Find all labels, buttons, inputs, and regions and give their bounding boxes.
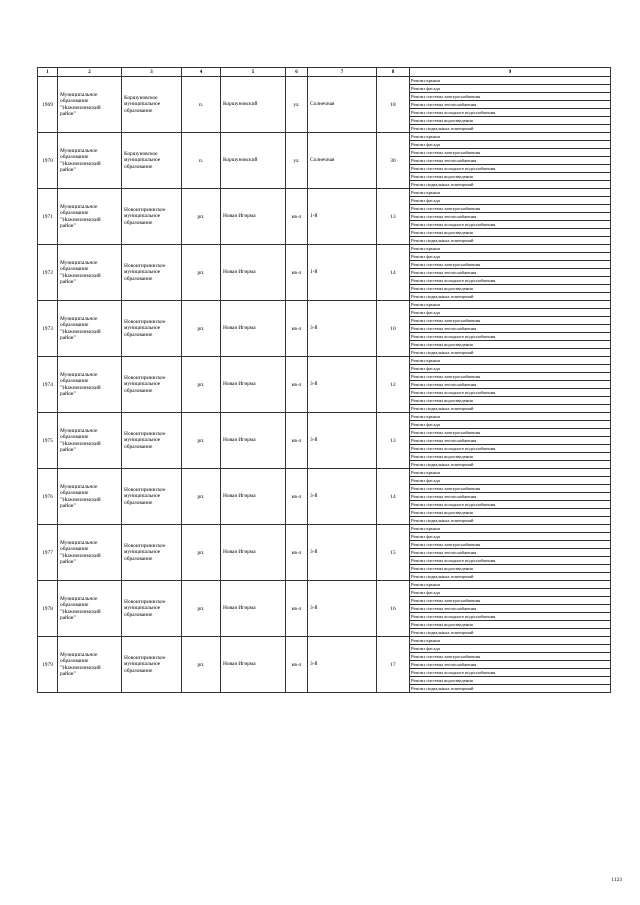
- house-number-cell: 17: [377, 637, 410, 693]
- street-type-cell: кв-л: [286, 581, 308, 637]
- locality-type-cell: рп.: [182, 245, 221, 301]
- cell-line: муниципальное: [124, 437, 161, 444]
- work-type-cell: Ремонт подвальных помещений: [410, 349, 611, 357]
- work-type-cell: Ремонт фасада: [410, 365, 611, 373]
- work-type-cell: Ремонт системы теплоснабжения: [410, 325, 611, 333]
- cell-line: муниципальное: [124, 549, 161, 556]
- cell-line: Новоигирминское: [124, 598, 166, 605]
- cell-line: образование: [124, 387, 153, 394]
- house-number-cell: 18: [377, 77, 410, 133]
- work-type-cell: Ремонт системы теплоснабжения: [410, 269, 611, 277]
- locality-cell: Новая Игирма: [221, 469, 286, 525]
- column-header: 5: [221, 68, 286, 77]
- work-type-cell: Ремонт подвальных помещений: [410, 293, 611, 301]
- locality-cell: Новая Игирма: [221, 245, 286, 301]
- work-type-cell: Ремонт системы электроснабжения: [410, 93, 611, 101]
- column-header: 3: [122, 68, 182, 77]
- row-number: 1975: [38, 413, 58, 469]
- work-type-cell: Ремонт системы электроснабжения: [410, 541, 611, 549]
- work-type-cell: Ремонт фасада: [410, 589, 611, 597]
- cell-line: муниципальное: [124, 157, 161, 164]
- work-type-cell: Ремонт системы холодного водоснабжения: [410, 165, 611, 173]
- settlement-type-cell: [122, 525, 182, 581]
- cell-line: Новоигирминское: [124, 486, 166, 493]
- cell-line: муниципальное: [124, 605, 161, 612]
- street-cell: Солнечная: [308, 133, 377, 189]
- locality-cell: Новая Игирма: [221, 525, 286, 581]
- work-type-cell: Ремонт крыши: [410, 301, 611, 309]
- work-type-cell: Ремонт системы холодного водоснабжения: [410, 445, 611, 453]
- work-type-cell: Ремонт фасада: [410, 85, 611, 93]
- cell-line: муниципальное: [124, 269, 161, 276]
- settlement-type-cell: [122, 245, 182, 301]
- work-type-cell: Ремонт фасада: [410, 477, 611, 485]
- table-body: [38, 77, 611, 693]
- work-type-cell: Ремонт фасада: [410, 533, 611, 541]
- cell-line: "Нижнеилимский: [60, 608, 101, 615]
- column-header: 7: [308, 68, 377, 77]
- street-cell: 3-й: [308, 413, 377, 469]
- work-type-cell: Ремонт фасада: [410, 645, 611, 653]
- locality-type-cell: рп.: [182, 469, 221, 525]
- cell-line: Муниципальное: [60, 539, 98, 546]
- cell-line: Коршуновское: [124, 94, 158, 101]
- work-type-cell: Ремонт системы холодного водоснабжения: [410, 557, 611, 565]
- table-row: [38, 133, 611, 141]
- work-type-cell: Ремонт фасада: [410, 141, 611, 149]
- work-type-cell: Ремонт системы водоотведения: [410, 453, 611, 461]
- cell-line: образование: [124, 163, 153, 170]
- work-type-cell: Ремонт крыши: [410, 469, 611, 477]
- work-type-cell: Ремонт системы холодного водоснабжения: [410, 669, 611, 677]
- work-type-cell: Ремонт системы водоотведения: [410, 509, 611, 517]
- cell-line: образование: [60, 602, 89, 609]
- cell-line: Новоигирминское: [124, 374, 166, 381]
- cell-line: район": [60, 110, 76, 117]
- column-header: 2: [58, 68, 122, 77]
- cell-line: район": [60, 278, 76, 285]
- row-number: 1969: [38, 77, 58, 133]
- work-type-cell: Ремонт подвальных помещений: [410, 125, 611, 133]
- cell-line: район": [60, 502, 76, 509]
- cell-line: район": [60, 614, 76, 621]
- locality-type-cell: рп.: [182, 301, 221, 357]
- column-header: 9: [410, 68, 611, 77]
- locality-type-cell: рп.: [182, 189, 221, 245]
- cell-line: образование: [60, 98, 89, 105]
- locality-cell: Новая Игирма: [221, 189, 286, 245]
- table-row: [38, 469, 611, 477]
- row-number: 1971: [38, 189, 58, 245]
- work-type-cell: Ремонт системы теплоснабжения: [410, 381, 611, 389]
- work-type-cell: Ремонт системы холодного водоснабжения: [410, 613, 611, 621]
- cell-line: Новоигирминское: [124, 542, 166, 549]
- locality-cell: Новая Игирма: [221, 637, 286, 693]
- work-type-cell: Ремонт системы водоотведения: [410, 173, 611, 181]
- house-number-cell: 12: [377, 357, 410, 413]
- house-number-cell: 15: [377, 525, 410, 581]
- house-number-cell: 16: [377, 581, 410, 637]
- street-cell: 3-й: [308, 581, 377, 637]
- table-row: [38, 357, 611, 365]
- locality-type-cell: п.: [182, 77, 221, 133]
- locality-type-cell: рп.: [182, 581, 221, 637]
- cell-line: образование: [60, 210, 89, 217]
- work-type-cell: Ремонт крыши: [410, 581, 611, 589]
- row-number: 1978: [38, 581, 58, 637]
- locality-cell: Новая Игирма: [221, 357, 286, 413]
- work-type-cell: Ремонт подвальных помещений: [410, 629, 611, 637]
- work-type-cell: Ремонт фасада: [410, 253, 611, 261]
- municipality-cell: [58, 581, 122, 637]
- cell-line: образование: [60, 546, 89, 553]
- street-type-cell: кв-л: [286, 413, 308, 469]
- cell-line: Новоигирминское: [124, 654, 166, 661]
- cell-line: образование: [60, 322, 89, 329]
- locality-cell: Коршуновский: [221, 133, 286, 189]
- work-type-cell: Ремонт подвальных помещений: [410, 237, 611, 245]
- cell-line: район": [60, 558, 76, 565]
- work-type-cell: Ремонт системы электроснабжения: [410, 653, 611, 661]
- cell-line: Муниципальное: [60, 315, 98, 322]
- work-type-cell: Ремонт системы теплоснабжения: [410, 605, 611, 613]
- street-cell: Солнечная: [308, 77, 377, 133]
- work-type-cell: Ремонт системы водоотведения: [410, 117, 611, 125]
- column-header: 6: [286, 68, 308, 77]
- work-type-cell: Ремонт крыши: [410, 133, 611, 141]
- work-type-cell: Ремонт системы холодного водоснабжения: [410, 389, 611, 397]
- work-type-cell: Ремонт подвальных помещений: [410, 181, 611, 189]
- work-type-cell: Ремонт системы электроснабжения: [410, 485, 611, 493]
- cell-line: муниципальное: [124, 325, 161, 332]
- row-number: 1970: [38, 133, 58, 189]
- locality-type-cell: п.: [182, 133, 221, 189]
- cell-line: "Нижнеилимский: [60, 272, 101, 279]
- locality-type-cell: рп.: [182, 637, 221, 693]
- work-type-cell: Ремонт системы водоотведения: [410, 621, 611, 629]
- repair-schedule-table: [37, 67, 611, 693]
- cell-line: образование: [60, 154, 89, 161]
- table-row: [38, 581, 611, 589]
- work-type-cell: Ремонт системы водоотведения: [410, 341, 611, 349]
- cell-line: муниципальное: [124, 381, 161, 388]
- cell-line: муниципальное: [124, 661, 161, 668]
- cell-line: район": [60, 390, 76, 397]
- cell-line: "Нижнеилимский: [60, 104, 101, 111]
- work-type-cell: Ремонт системы теплоснабжения: [410, 157, 611, 165]
- street-type-cell: кв-л: [286, 245, 308, 301]
- work-type-cell: Ремонт крыши: [410, 525, 611, 533]
- cell-line: Новоигирминское: [124, 262, 166, 269]
- row-number: 1977: [38, 525, 58, 581]
- table-row: [38, 413, 611, 421]
- work-type-cell: Ремонт системы теплоснабжения: [410, 213, 611, 221]
- work-type-cell: Ремонт подвальных помещений: [410, 405, 611, 413]
- house-number-cell: 14: [377, 245, 410, 301]
- work-type-cell: Ремонт системы электроснабжения: [410, 317, 611, 325]
- street-type-cell: кв-л: [286, 189, 308, 245]
- work-type-cell: Ремонт системы электроснабжения: [410, 597, 611, 605]
- municipality-cell: [58, 525, 122, 581]
- work-type-cell: Ремонт системы холодного водоснабжения: [410, 333, 611, 341]
- cell-line: "Нижнеилимский: [60, 160, 101, 167]
- work-type-cell: Ремонт системы водоотведения: [410, 565, 611, 573]
- column-header: 1: [38, 68, 58, 77]
- street-type-cell: кв-л: [286, 637, 308, 693]
- cell-line: образование: [124, 107, 153, 114]
- street-cell: 1-й: [308, 189, 377, 245]
- work-type-cell: Ремонт фасада: [410, 421, 611, 429]
- cell-line: образование: [124, 555, 153, 562]
- locality-type-cell: рп.: [182, 357, 221, 413]
- street-cell: 3-й: [308, 525, 377, 581]
- cell-line: "Нижнеилимский: [60, 664, 101, 671]
- work-type-cell: Ремонт подвальных помещений: [410, 461, 611, 469]
- settlement-type-cell: [122, 357, 182, 413]
- house-number-cell: 10: [377, 301, 410, 357]
- cell-line: "Нижнеилимский: [60, 496, 101, 503]
- municipality-cell: [58, 413, 122, 469]
- row-number: 1976: [38, 469, 58, 525]
- work-type-cell: Ремонт фасада: [410, 309, 611, 317]
- cell-line: район": [60, 446, 76, 453]
- work-type-cell: Ремонт системы электроснабжения: [410, 205, 611, 213]
- street-type-cell: кв-л: [286, 469, 308, 525]
- page-number: 1123: [611, 877, 622, 883]
- table-row: [38, 525, 611, 533]
- work-type-cell: Ремонт системы теплоснабжения: [410, 437, 611, 445]
- street-type-cell: ул.: [286, 77, 308, 133]
- cell-line: образование: [60, 658, 89, 665]
- cell-line: образование: [124, 443, 153, 450]
- work-type-cell: Ремонт системы теплоснабжения: [410, 493, 611, 501]
- work-type-cell: Ремонт системы электроснабжения: [410, 429, 611, 437]
- street-type-cell: кв-л: [286, 301, 308, 357]
- work-type-cell: Ремонт крыши: [410, 357, 611, 365]
- work-type-cell: Ремонт системы теплоснабжения: [410, 661, 611, 669]
- column-header: 8: [377, 68, 410, 77]
- header-row: [38, 68, 611, 77]
- cell-line: Новоигирминское: [124, 206, 166, 213]
- cell-line: "Нижнеилимский: [60, 384, 101, 391]
- cell-line: Муниципальное: [60, 651, 98, 658]
- locality-cell: Новая Игирма: [221, 301, 286, 357]
- row-number: 1972: [38, 245, 58, 301]
- cell-line: Муниципальное: [60, 483, 98, 490]
- cell-line: Муниципальное: [60, 371, 98, 378]
- settlement-type-cell: [122, 189, 182, 245]
- cell-line: муниципальное: [124, 213, 161, 220]
- column-header: 4: [182, 68, 221, 77]
- cell-line: Муниципальное: [60, 259, 98, 266]
- row-number: 1979: [38, 637, 58, 693]
- work-type-cell: Ремонт системы холодного водоснабжения: [410, 221, 611, 229]
- settlement-type-cell: [122, 413, 182, 469]
- work-type-cell: Ремонт системы водоотведения: [410, 677, 611, 685]
- work-type-cell: Ремонт системы электроснабжения: [410, 149, 611, 157]
- work-type-cell: Ремонт фасада: [410, 197, 611, 205]
- street-type-cell: кв-л: [286, 357, 308, 413]
- work-type-cell: Ремонт крыши: [410, 413, 611, 421]
- settlement-type-cell: [122, 469, 182, 525]
- locality-cell: Коршуновский: [221, 77, 286, 133]
- street-type-cell: ул.: [286, 133, 308, 189]
- street-cell: 3-й: [308, 469, 377, 525]
- municipality-cell: [58, 301, 122, 357]
- work-type-cell: Ремонт системы холодного водоснабжения: [410, 501, 611, 509]
- table-row: [38, 637, 611, 645]
- cell-line: Муниципальное: [60, 427, 98, 434]
- municipality-cell: [58, 357, 122, 413]
- settlement-type-cell: [122, 637, 182, 693]
- cell-line: Новоигирминское: [124, 318, 166, 325]
- locality-type-cell: рп.: [182, 413, 221, 469]
- municipality-cell: [58, 637, 122, 693]
- cell-line: "Нижнеилимский: [60, 552, 101, 559]
- work-type-cell: Ремонт системы теплоснабжения: [410, 101, 611, 109]
- cell-line: Коршуновское: [124, 150, 158, 157]
- work-type-cell: Ремонт системы водоотведения: [410, 397, 611, 405]
- locality-type-cell: рп.: [182, 525, 221, 581]
- house-number-cell: 30: [377, 133, 410, 189]
- municipality-cell: [58, 77, 122, 133]
- table-row: [38, 77, 611, 85]
- cell-line: Новоигирминское: [124, 430, 166, 437]
- cell-line: "Нижнеилимский: [60, 216, 101, 223]
- cell-line: муниципальное: [124, 493, 161, 500]
- work-type-cell: Ремонт подвальных помещений: [410, 685, 611, 693]
- street-cell: 3-й: [308, 637, 377, 693]
- cell-line: район": [60, 334, 76, 341]
- settlement-type-cell: [122, 77, 182, 133]
- settlement-type-cell: [122, 133, 182, 189]
- locality-cell: Новая Игирма: [221, 581, 286, 637]
- table-row: [38, 189, 611, 197]
- work-type-cell: Ремонт системы холодного водоснабжения: [410, 109, 611, 117]
- cell-line: образование: [60, 378, 89, 385]
- cell-line: образование: [124, 275, 153, 282]
- work-type-cell: Ремонт подвальных помещений: [410, 573, 611, 581]
- cell-line: Муниципальное: [60, 91, 98, 98]
- work-type-cell: Ремонт системы электроснабжения: [410, 373, 611, 381]
- cell-line: "Нижнеилимский: [60, 440, 101, 447]
- house-number-cell: 13: [377, 189, 410, 245]
- cell-line: образование: [60, 490, 89, 497]
- work-type-cell: Ремонт крыши: [410, 77, 611, 85]
- street-cell: 1-й: [308, 245, 377, 301]
- locality-cell: Новая Игирма: [221, 413, 286, 469]
- work-type-cell: Ремонт системы холодного водоснабжения: [410, 277, 611, 285]
- municipality-cell: [58, 189, 122, 245]
- cell-line: образование: [124, 611, 153, 618]
- cell-line: Муниципальное: [60, 595, 98, 602]
- work-type-cell: Ремонт подвальных помещений: [410, 517, 611, 525]
- cell-line: район": [60, 222, 76, 229]
- row-number: 1973: [38, 301, 58, 357]
- street-type-cell: кв-л: [286, 525, 308, 581]
- municipality-cell: [58, 245, 122, 301]
- cell-line: район": [60, 670, 76, 677]
- house-number-cell: 14: [377, 469, 410, 525]
- table-row: [38, 245, 611, 253]
- work-type-cell: Ремонт крыши: [410, 189, 611, 197]
- work-type-cell: Ремонт системы электроснабжения: [410, 261, 611, 269]
- street-cell: 3-й: [308, 357, 377, 413]
- cell-line: образование: [124, 219, 153, 226]
- street-cell: 3-й: [308, 301, 377, 357]
- municipality-cell: [58, 469, 122, 525]
- work-type-cell: Ремонт системы водоотведения: [410, 229, 611, 237]
- work-type-cell: Ремонт системы водоотведения: [410, 285, 611, 293]
- municipality-cell: [58, 133, 122, 189]
- table-row: [38, 301, 611, 309]
- settlement-type-cell: [122, 301, 182, 357]
- cell-line: образование: [124, 499, 153, 506]
- cell-line: район": [60, 166, 76, 173]
- cell-line: муниципальное: [124, 101, 161, 108]
- work-type-cell: Ремонт крыши: [410, 245, 611, 253]
- cell-line: образование: [124, 331, 153, 338]
- cell-line: образование: [60, 434, 89, 441]
- work-type-cell: Ремонт системы теплоснабжения: [410, 549, 611, 557]
- cell-line: образование: [124, 667, 153, 674]
- cell-line: Муниципальное: [60, 147, 98, 154]
- cell-line: "Нижнеилимский: [60, 328, 101, 335]
- cell-line: образование: [60, 266, 89, 273]
- work-type-cell: Ремонт крыши: [410, 637, 611, 645]
- cell-line: Муниципальное: [60, 203, 98, 210]
- settlement-type-cell: [122, 581, 182, 637]
- row-number: 1974: [38, 357, 58, 413]
- house-number-cell: 13: [377, 413, 410, 469]
